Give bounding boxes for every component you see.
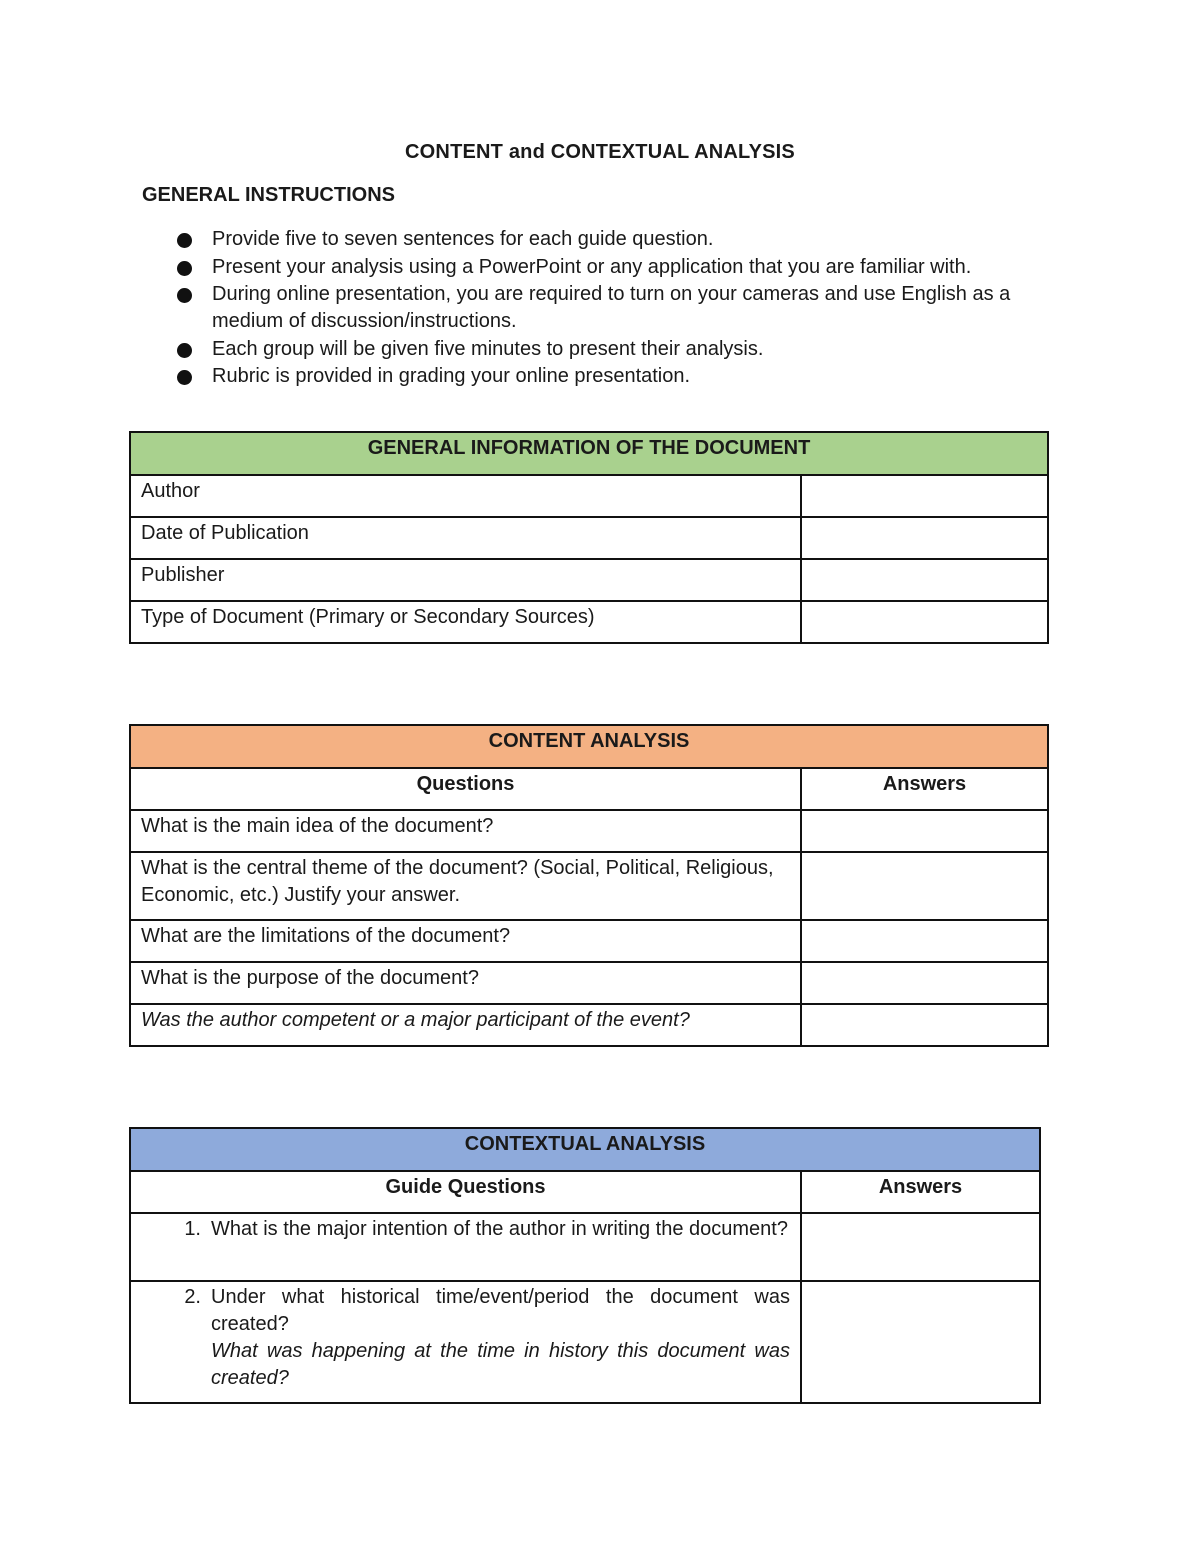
answer-cell[interactable]	[801, 1281, 1040, 1403]
question-cell: What is the central theme of the document? (Social, Political, Religious, Economic, etc.) Justify your answer.	[130, 852, 801, 920]
table-row	[130, 559, 1048, 601]
table-row	[130, 601, 1048, 643]
table-row	[130, 517, 1048, 559]
answer-cell[interactable]	[801, 852, 1048, 920]
question-cell: What are the limitations of the document?	[130, 920, 801, 962]
question-cell: What is the purpose of the document?	[130, 962, 801, 1004]
row-label: Date of Publication	[130, 517, 801, 559]
table-row	[130, 962, 1048, 1004]
answers-column-header: Answers	[801, 768, 1048, 810]
bullet-icon	[177, 288, 192, 303]
answer-cell[interactable]	[801, 1213, 1040, 1281]
instructions-list	[176, 226, 1076, 391]
answer-cell[interactable]	[801, 601, 1048, 643]
table-row	[130, 475, 1048, 517]
list-item: Provide five to seven sentences for each guide question.	[176, 226, 1076, 253]
general-info-table	[129, 431, 1049, 644]
answer-cell[interactable]	[801, 810, 1048, 852]
row-label: Type of Document (Primary or Secondary Sources)	[130, 601, 801, 643]
table-row	[130, 1213, 1040, 1281]
page-title: CONTENT and CONTEXTUAL ANALYSIS	[405, 141, 795, 163]
question-text: Under what historical time/event/period the document was created?	[211, 1286, 790, 1335]
content-analysis-header: CONTENT ANALYSIS	[130, 725, 1048, 768]
table-row	[130, 1004, 1048, 1046]
question-text: What is the major intention of the author in writing the document?	[211, 1218, 788, 1240]
table-row	[130, 810, 1048, 852]
contextual-analysis-header: CONTEXTUAL ANALYSIS	[130, 1128, 1040, 1171]
guide-questions-column-header: Guide Questions	[130, 1171, 801, 1213]
bullet-icon	[177, 261, 192, 276]
answer-cell[interactable]	[801, 962, 1048, 1004]
list-item: Present your analysis using a PowerPoint or any application that you are familiar with.	[176, 254, 1076, 281]
bullet-icon	[177, 370, 192, 385]
question-number: 2.	[184, 1286, 201, 1308]
bullet-icon	[177, 233, 192, 248]
general-info-header: GENERAL INFORMATION OF THE DOCUMENT	[130, 432, 1048, 475]
instructions-heading: GENERAL INSTRUCTIONS	[142, 184, 395, 206]
table-row	[130, 920, 1048, 962]
row-label: Author	[130, 475, 801, 517]
row-label: Publisher	[130, 559, 801, 601]
question-cell	[130, 1213, 801, 1281]
question-number: 1.	[184, 1218, 201, 1240]
questions-column-header: Questions	[130, 768, 801, 810]
question-cell: Was the author competent or a major participant of the event?	[130, 1004, 801, 1046]
content-analysis-table	[129, 724, 1049, 1047]
answer-cell[interactable]	[801, 920, 1048, 962]
list-item: Rubric is provided in grading your online presentation.	[176, 363, 1076, 390]
answer-cell[interactable]	[801, 1004, 1048, 1046]
list-item: During online presentation, you are required to turn on your cameras and use English as a medium of discussion/instructions.	[176, 281, 1076, 335]
contextual-analysis-table	[129, 1127, 1041, 1404]
answer-cell[interactable]	[801, 517, 1048, 559]
table-row	[130, 852, 1048, 920]
sub-question-text: What was happening at the time in history this document was created?	[211, 1340, 790, 1389]
question-cell	[130, 1281, 801, 1403]
question-cell: What is the main idea of the document?	[130, 810, 801, 852]
answer-cell[interactable]	[801, 559, 1048, 601]
list-item: Each group will be given five minutes to present their analysis.	[176, 336, 1076, 363]
answers-column-header: Answers	[801, 1171, 1040, 1213]
table-row	[130, 1281, 1040, 1403]
answer-cell[interactable]	[801, 475, 1048, 517]
bullet-icon	[177, 343, 192, 358]
